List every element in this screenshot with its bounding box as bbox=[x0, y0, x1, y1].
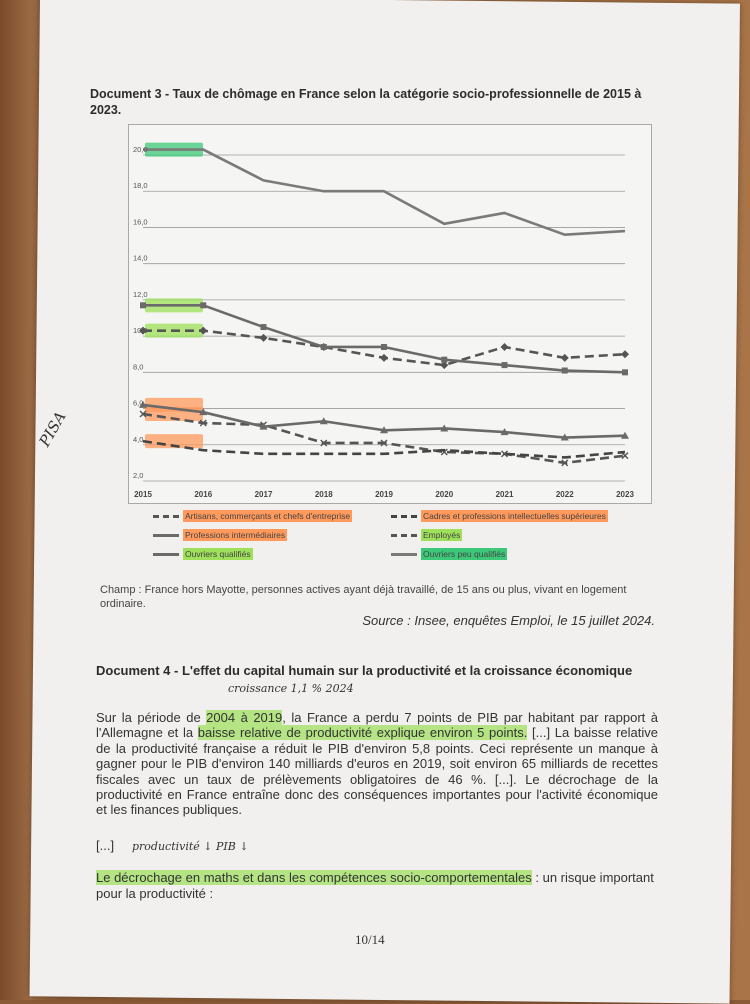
x-tick-labels bbox=[134, 490, 634, 499]
y-tick-label: 8,0 bbox=[133, 362, 144, 372]
data-point bbox=[622, 369, 628, 375]
footnote-text: : un risque important pour la productivité : bbox=[96, 870, 654, 901]
legend-label: Ouvriers peu qualifiés bbox=[423, 549, 506, 559]
legend-swatch bbox=[153, 553, 179, 556]
highlighted-period: 2004 à 2019 bbox=[206, 710, 283, 725]
data-point bbox=[260, 334, 268, 342]
margin-note: PISA bbox=[35, 408, 70, 450]
legend-swatch bbox=[391, 553, 417, 556]
data-point bbox=[380, 354, 388, 362]
y-tick-label: 2,0 bbox=[133, 471, 144, 480]
series-line bbox=[143, 150, 625, 235]
legend-item bbox=[391, 549, 507, 559]
series-line bbox=[143, 305, 625, 372]
legend-swatch bbox=[391, 534, 417, 537]
y-tick-label: 10,0 bbox=[133, 326, 148, 336]
legend-label: Artisans, commerçants et chefs d'entreprise bbox=[185, 511, 351, 521]
legend-swatch bbox=[153, 534, 179, 537]
legend-item bbox=[153, 549, 253, 559]
y-tick-label: 20,0 bbox=[133, 145, 148, 154]
y-tick-label: 12,0 bbox=[133, 289, 148, 299]
legend-label: Employés bbox=[423, 530, 461, 540]
unemployment-chart bbox=[129, 125, 651, 503]
data-point bbox=[200, 302, 206, 308]
chart-frame bbox=[128, 124, 652, 559]
ellipsis: [...] bbox=[96, 838, 115, 853]
footnote bbox=[96, 870, 666, 902]
data-point bbox=[561, 354, 569, 362]
legend-label: Cadres et professions intellectuelles supérieures bbox=[423, 511, 606, 521]
y-tick-label: 18,0 bbox=[133, 181, 148, 191]
data-point bbox=[321, 344, 327, 350]
data-point bbox=[381, 344, 387, 350]
data-point bbox=[441, 357, 447, 363]
page-number: 10/14 bbox=[355, 932, 385, 947]
y-tick-label: 16,0 bbox=[133, 217, 148, 227]
legend-swatch bbox=[391, 515, 417, 518]
highlight-layer bbox=[145, 143, 203, 449]
data-point bbox=[140, 302, 146, 308]
x-tick-label: 2018 bbox=[314, 490, 333, 499]
handwritten-note-growth: croissance 1,1 % 2024 bbox=[228, 682, 354, 695]
legend-item bbox=[153, 530, 287, 540]
y-tick-labels bbox=[133, 145, 148, 480]
legend-item bbox=[391, 530, 462, 540]
paragraph-text: Sur la période de bbox=[96, 710, 207, 725]
data-point bbox=[502, 362, 508, 368]
x-tick-label: 2019 bbox=[375, 490, 393, 499]
x-tick-label: 2022 bbox=[555, 490, 574, 499]
data-point bbox=[501, 343, 509, 351]
x-tick-label: 2015 bbox=[134, 490, 152, 499]
document4-title: Document 4 - L'effet du capital humain sur la productivité et la croissance économique bbox=[96, 663, 633, 678]
y-tick-label: 6,0 bbox=[133, 398, 144, 408]
y-tick-label: 14,0 bbox=[133, 253, 148, 263]
legend-item bbox=[153, 511, 352, 521]
footnote-highlight: Le décrochage en maths et dans les compétences socio-comportementales bbox=[96, 870, 532, 885]
data-point bbox=[562, 368, 568, 374]
x-tick-label: 2020 bbox=[435, 490, 454, 499]
x-tick-label: 2023 bbox=[616, 490, 634, 499]
paragraph-text: [...] La baisse relative de la productivité française a réduit le PIB d'environ 5,8 points. Ceci représente un manque à gagner pour le PIB d'environ 140 milliards d'euros en 2019, soit environ 65 milliards de recettes fiscales avec un taux de prélèvements obligatoires de 46 %. [...]. Le décrochage de la productivité en France entraîne donc des conséquences importantes pour l'activité économique et les finances publiques. bbox=[96, 725, 658, 818]
paragraph-text: , la France a perdu 7 points de PIB par habitant par rapport à l'Allemagne et la bbox=[96, 710, 659, 741]
x-tick-label: 2021 bbox=[495, 490, 514, 499]
data-point bbox=[261, 324, 267, 330]
document4-paragraph bbox=[96, 710, 658, 818]
document3-title: Document 3 - Taux de chômage en France selon la catégorie socio-professionnelle de 2015 à 2023. bbox=[90, 87, 642, 117]
legend-label: Professions intermédiaires bbox=[185, 530, 286, 540]
handwritten-note-productivity: productivité ↓ PIB ↓ bbox=[132, 840, 249, 853]
x-tick-label: 2016 bbox=[194, 490, 213, 499]
y-tick-label: 4,0 bbox=[133, 434, 144, 444]
chart-scope-note: Champ : France hors Mayotte, personnes actives ayant déjà travaillé, de 15 ans ou plus, vivant en logement ordinaire. bbox=[100, 584, 627, 610]
highlighted-productivity: baisse relative de productivité explique environ 5 points. bbox=[197, 725, 528, 741]
chart-source: Source : Insee, enquêtes Emploi, le 15 juillet 2024. bbox=[362, 613, 655, 628]
data-point bbox=[621, 350, 629, 358]
legend-label: Ouvriers qualifiés bbox=[185, 549, 251, 559]
legend-item bbox=[391, 511, 608, 521]
x-tick-label: 2017 bbox=[254, 490, 273, 499]
legend-swatch bbox=[153, 515, 179, 518]
series-layer bbox=[139, 150, 629, 466]
